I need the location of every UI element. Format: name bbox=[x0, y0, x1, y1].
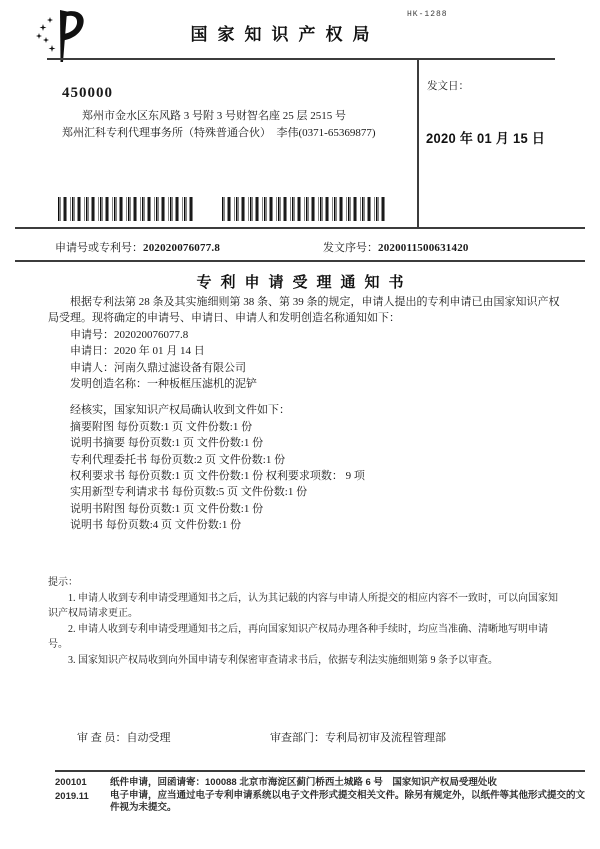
dispatch-date-label: 发文日： bbox=[427, 81, 469, 92]
field-application-date: 申请日：2020 年 01 月 14 日 bbox=[70, 345, 205, 358]
rule-below-numbers bbox=[15, 260, 585, 262]
examiner-pair bbox=[77, 729, 171, 745]
field-invention-title: 发明创造名称：一种板框压滤机的泥铲 bbox=[70, 378, 257, 391]
application-number-label: 申请号或专利号： bbox=[55, 242, 143, 254]
postal-code: 450000 bbox=[62, 85, 113, 101]
document-item: 专利代理委托书 每份页数:2 页 文件份数:1 份 bbox=[70, 453, 286, 466]
footer-form-codes bbox=[55, 777, 110, 804]
tip-item: 1. 申请人收到专利申请受理通知书之后，认为其记载的内容与申请人所提交的相应内容不一致时，可以向国家知识产权局请求更正。 bbox=[48, 592, 558, 620]
examiner-value: 自动受理 bbox=[126, 732, 171, 744]
tips-label: 提示： bbox=[48, 577, 78, 588]
document-item: 说明书摘要 每份页数:1 页 文件份数:1 份 bbox=[70, 437, 264, 450]
vertical-divider bbox=[417, 58, 419, 228]
notice-body bbox=[48, 294, 560, 534]
header-rule bbox=[47, 58, 555, 60]
application-number-pair bbox=[55, 239, 220, 255]
agency-title: 国家知识产权局 bbox=[190, 25, 380, 44]
footer-efiling-note: 电子申请，应当通过电子专利申请系统以电子文件形式提交相关文件。除另有规定外，以纸件等其他形式提交的文件视为未提交。 bbox=[110, 789, 586, 813]
examiner-label: 审 查 员： bbox=[77, 732, 127, 744]
recipient-address: 郑州市金水区东风路 3 号附 3 号财智名座 25 层 2515 号 bbox=[82, 110, 346, 122]
footer-code-top: 200101 bbox=[55, 777, 87, 788]
footer-notes bbox=[110, 777, 585, 815]
recipient-agent-line: 郑州汇科专利代理事务所（特殊普通合伙） 李伟(0371-65369877) bbox=[62, 127, 376, 139]
tips-section bbox=[48, 575, 560, 669]
department-value: 专利局初审及流程管理部 bbox=[325, 732, 446, 744]
document-item: 实用新型专利请求书 每份页数:5 页 文件份数:1 份 bbox=[70, 486, 308, 499]
tip-item: 3. 国家知识产权局收到向外国申请专利保密审查请求书后，依据专利法实施细则第 9 条予以审查。 bbox=[68, 654, 498, 666]
tip-item: 2. 申请人收到专利申请受理通知书之后，再向国家知识产权局办理各种手续时，均应当准确、清晰地写明申请号。 bbox=[48, 623, 548, 651]
field-applicant: 申请人：河南久鼎过滤设备有限公司 bbox=[70, 361, 246, 374]
footer-paper-note: 纸件申请，回函请寄：100088 北京市海淀区蓟门桥西土城路 6 号 国家知识产权局受理处收 bbox=[110, 777, 497, 788]
document-item: 权利要求书 每份页数:1 页 文件份数:1 份 权利要求项数： 9 项 bbox=[70, 470, 365, 483]
documents-intro: 经核实，国家知识产权局确认收到文件如下： bbox=[70, 404, 290, 417]
rule-above-numbers bbox=[15, 227, 585, 229]
notice-title: 专利申请受理通知书 bbox=[196, 275, 413, 291]
page-footer bbox=[55, 770, 585, 815]
intro-paragraph: 根据专利法第 28 条及其实施细则第 38 条、第 39 条的规定，申请人提出的专利申请已由国家知识产权局受理。现将确定的申请号、申请日、申请人和发明创造名称通知如下： bbox=[48, 296, 560, 325]
barcode bbox=[222, 197, 386, 221]
department-pair bbox=[270, 729, 446, 745]
field-application-no: 申请号：202020076077.8 bbox=[70, 328, 189, 341]
department-label: 审查部门： bbox=[270, 732, 325, 744]
serial-number-value: 2020011500631420 bbox=[378, 242, 469, 254]
document-item: 说明书附图 每份页数:1 页 文件份数:1 份 bbox=[70, 502, 264, 515]
barcode bbox=[58, 197, 196, 221]
dispatch-date-value: 2020 年 01 月 15 日 bbox=[426, 131, 546, 146]
serial-number-pair bbox=[323, 239, 469, 255]
footer-code-bottom: 2019.11 bbox=[55, 790, 89, 802]
document-item: 摘要附图 每份页数:1 页 文件份数:1 份 bbox=[70, 420, 253, 433]
serial-number-label: 发文序号： bbox=[323, 242, 378, 254]
document-item: 说明书 每份页数:4 页 文件份数:1 份 bbox=[70, 519, 242, 532]
form-code: HK-1288 bbox=[407, 10, 448, 19]
application-number-value: 202020076077.8 bbox=[143, 242, 221, 254]
